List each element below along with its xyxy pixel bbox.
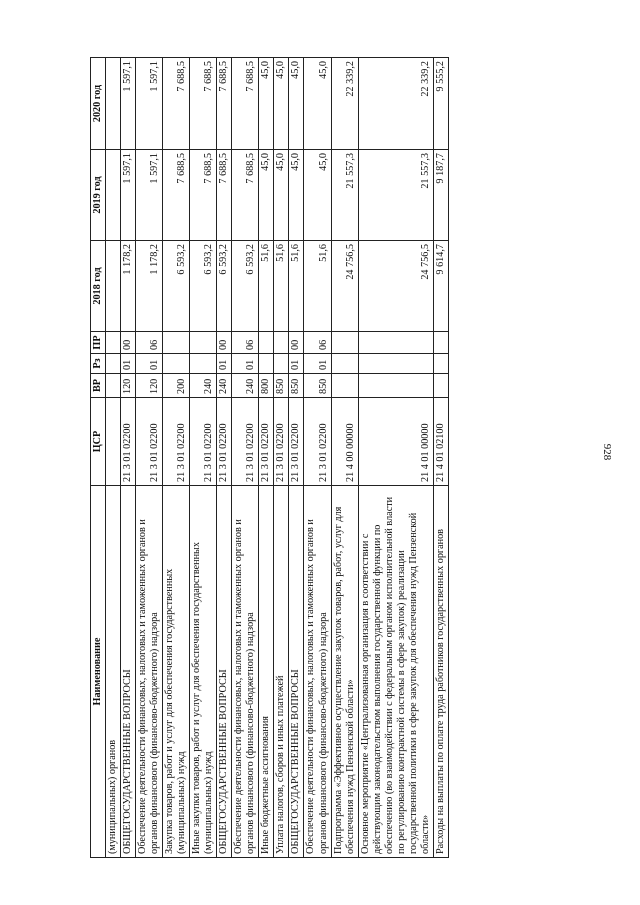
cell-csr <box>106 398 121 486</box>
cell-2018: 6 593,2 <box>217 241 232 332</box>
cell-csr: 21 4 01 00000 <box>358 398 433 486</box>
cell-pr: 00 <box>289 332 304 354</box>
cell-name: Расходы на выплаты по оплате труда работников государственных органов <box>433 486 448 858</box>
rotated-page-content <box>90 58 640 858</box>
cell-name: Подпрограмма «Эффективное осуществление закупок товаров, работ, услуг для обеспечения нужд Пензенской области» <box>331 486 358 858</box>
cell-name: ОБЩЕГОСУДАРСТВЕННЫЕ ВОПРОСЫ <box>121 486 136 858</box>
page-number: 928 <box>601 443 613 461</box>
cell-rz <box>163 354 190 374</box>
cell-2019: 45,0 <box>274 150 289 241</box>
cell-2019: 1 597,1 <box>121 150 136 241</box>
cell-2018: 24 756,5 <box>331 241 358 332</box>
cell-2018: 51,6 <box>274 241 289 332</box>
cell-2020: 45,0 <box>259 58 274 150</box>
cell-2019: 7 688,5 <box>163 150 190 241</box>
cell-2019: 7 688,5 <box>190 150 217 241</box>
cell-vr: 800 <box>259 374 274 398</box>
cell-rz <box>259 354 274 374</box>
cell-2019: 1 597,1 <box>136 150 163 241</box>
cell-pr <box>106 332 121 354</box>
cell-pr <box>331 332 358 354</box>
table-header-row <box>91 58 106 858</box>
cell-pr: 00 <box>217 332 232 354</box>
table-row <box>331 58 358 858</box>
cell-2020: 7 688,5 <box>217 58 232 150</box>
cell-vr: 120 <box>121 374 136 398</box>
cell-csr: 21 3 01 02200 <box>232 398 259 486</box>
cell-vr: 240 <box>217 374 232 398</box>
table-row <box>259 58 274 858</box>
cell-2019: 45,0 <box>304 150 331 241</box>
cell-rz <box>190 354 217 374</box>
budget-table <box>90 57 449 858</box>
cell-2019: 9 187,7 <box>433 150 448 241</box>
cell-2020: 1 597,1 <box>136 58 163 150</box>
cell-vr: 240 <box>232 374 259 398</box>
cell-name: Закупка товаров, работ и услуг для обеспечения государственных (муниципальных) нужд <box>163 486 190 858</box>
table-row <box>190 58 217 858</box>
header-vr: ВР <box>91 374 106 398</box>
cell-csr: 21 3 01 02200 <box>190 398 217 486</box>
header-rz: Рз <box>91 354 106 374</box>
cell-csr: 21 3 01 02200 <box>304 398 331 486</box>
table-row <box>106 58 121 858</box>
cell-pr <box>358 332 433 354</box>
cell-name: Иные закупки товаров, работ и услуг для обеспечения государственных (муниципальных) нужд <box>190 486 217 858</box>
cell-csr: 21 3 01 02200 <box>274 398 289 486</box>
cell-2018: 51,6 <box>259 241 274 332</box>
cell-name: Обеспечение деятельности финансовых, налоговых и таможенных органов и органов финансового (финансово-бюджетного) надзора <box>136 486 163 858</box>
cell-name: Уплата налогов, сборов и иных платежей <box>274 486 289 858</box>
header-csr: ЦСР <box>91 398 106 486</box>
cell-csr: 21 3 01 02200 <box>163 398 190 486</box>
header-2019: 2019 год <box>91 150 106 241</box>
cell-pr <box>190 332 217 354</box>
cell-2020 <box>106 58 121 150</box>
cell-2019: 7 688,5 <box>217 150 232 241</box>
cell-2019: 21 557,3 <box>358 150 433 241</box>
cell-rz <box>106 354 121 374</box>
table-row <box>304 58 331 858</box>
cell-vr: 200 <box>163 374 190 398</box>
cell-rz <box>274 354 289 374</box>
table-row <box>433 58 448 858</box>
cell-vr: 240 <box>190 374 217 398</box>
cell-2020: 7 688,5 <box>163 58 190 150</box>
cell-2019: 21 557,3 <box>331 150 358 241</box>
cell-vr <box>106 374 121 398</box>
cell-2020: 45,0 <box>274 58 289 150</box>
table-row <box>289 58 304 858</box>
header-name: Наименование <box>91 486 106 858</box>
cell-pr <box>274 332 289 354</box>
cell-name: Обеспечение деятельности финансовых, налоговых и таможенных органов и органов финансового (финансово-бюджетного) надзора <box>232 486 259 858</box>
cell-2018: 24 756,5 <box>358 241 433 332</box>
cell-2018: 6 593,2 <box>163 241 190 332</box>
cell-2018: 1 178,2 <box>121 241 136 332</box>
cell-pr <box>163 332 190 354</box>
cell-2018: 6 593,2 <box>190 241 217 332</box>
table-row <box>217 58 232 858</box>
cell-vr: 850 <box>304 374 331 398</box>
cell-2018: 6 593,2 <box>232 241 259 332</box>
cell-2018: 9 614,7 <box>433 241 448 332</box>
cell-name: Иные бюджетные ассигнования <box>259 486 274 858</box>
cell-2019: 7 688,5 <box>232 150 259 241</box>
table-row <box>163 58 190 858</box>
cell-2020: 45,0 <box>289 58 304 150</box>
cell-pr <box>259 332 274 354</box>
cell-vr: 120 <box>136 374 163 398</box>
cell-csr: 21 3 01 02200 <box>121 398 136 486</box>
cell-2020: 45,0 <box>304 58 331 150</box>
cell-2018 <box>106 241 121 332</box>
cell-pr: 00 <box>121 332 136 354</box>
cell-vr <box>358 374 433 398</box>
table-row <box>136 58 163 858</box>
cell-csr: 21 3 01 02200 <box>289 398 304 486</box>
cell-rz: 01 <box>217 354 232 374</box>
cell-2020: 1 597,1 <box>121 58 136 150</box>
header-pr: ПР <box>91 332 106 354</box>
table-row <box>121 58 136 858</box>
cell-rz <box>358 354 433 374</box>
cell-2020: 7 688,5 <box>190 58 217 150</box>
table-body <box>106 58 449 858</box>
cell-rz: 01 <box>232 354 259 374</box>
cell-pr: 06 <box>136 332 163 354</box>
cell-2019 <box>106 150 121 241</box>
table-row <box>232 58 259 858</box>
cell-2018: 51,6 <box>289 241 304 332</box>
cell-vr: 850 <box>274 374 289 398</box>
cell-name: Основное мероприятие «Централизованная организация в соответствии с действующим законодательством выполнения государственной функции по обеспечению (во взаимодействии с федеральным органом исполнительной власти по регулированию контрактной системы в сфере закупок) реализации государственной политики в сфере закупок для обеспечения нужд Пензенской области» <box>358 486 433 858</box>
cell-2020: 9 555,2 <box>433 58 448 150</box>
cell-rz: 01 <box>304 354 331 374</box>
cell-2018: 1 178,2 <box>136 241 163 332</box>
cell-pr <box>433 332 448 354</box>
cell-2020: 7 688,5 <box>232 58 259 150</box>
cell-2018: 51,6 <box>304 241 331 332</box>
cell-csr: 21 3 01 02200 <box>217 398 232 486</box>
cell-name: ОБЩЕГОСУДАРСТВЕННЫЕ ВОПРОСЫ <box>217 486 232 858</box>
table-row <box>358 58 433 858</box>
cell-csr: 21 3 01 02200 <box>136 398 163 486</box>
cell-name: ОБЩЕГОСУДАРСТВЕННЫЕ ВОПРОСЫ <box>289 486 304 858</box>
cell-vr <box>433 374 448 398</box>
cell-vr <box>331 374 358 398</box>
cell-rz <box>331 354 358 374</box>
cell-name: (муниципальных) органов <box>106 486 121 858</box>
cell-rz: 01 <box>136 354 163 374</box>
cell-pr: 06 <box>304 332 331 354</box>
cell-rz: 01 <box>121 354 136 374</box>
cell-name: Обеспечение деятельности финансовых, налоговых и таможенных органов и органов финансового (финансово-бюджетного) надзора <box>304 486 331 858</box>
cell-pr: 06 <box>232 332 259 354</box>
cell-csr: 21 4 00 00000 <box>331 398 358 486</box>
cell-rz <box>433 354 448 374</box>
cell-rz: 01 <box>289 354 304 374</box>
cell-2020: 22 339,2 <box>331 58 358 150</box>
header-2020: 2020 год <box>91 58 106 150</box>
cell-2019: 45,0 <box>259 150 274 241</box>
table-row <box>274 58 289 858</box>
cell-2020: 22 339,2 <box>358 58 433 150</box>
cell-csr: 21 4 01 02100 <box>433 398 448 486</box>
cell-2019: 45,0 <box>289 150 304 241</box>
cell-vr: 850 <box>289 374 304 398</box>
header-2018: 2018 год <box>91 241 106 332</box>
cell-csr: 21 3 01 02200 <box>259 398 274 486</box>
